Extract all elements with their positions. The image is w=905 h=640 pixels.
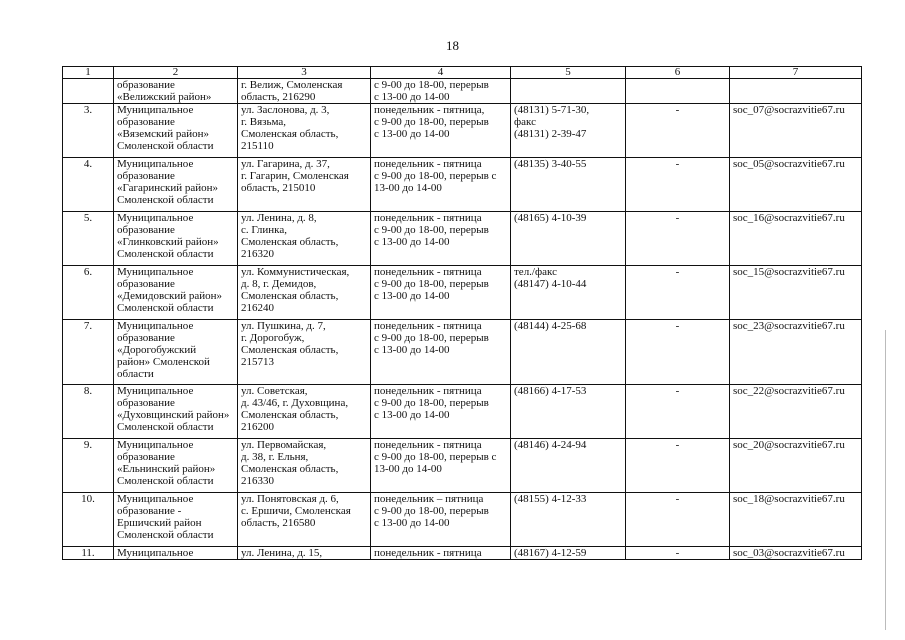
row-number: 3. bbox=[63, 104, 114, 158]
working-hours bbox=[371, 104, 511, 158]
address-line: ул. Ленина, д. 8, bbox=[241, 212, 317, 224]
municipality-name-line: образование bbox=[117, 116, 175, 128]
row-number: 7. bbox=[63, 320, 114, 385]
municipality-name-line: Смоленской области bbox=[117, 421, 214, 433]
phone bbox=[511, 158, 626, 212]
column-number: 1 bbox=[63, 67, 114, 79]
address-line: 216320 bbox=[241, 248, 274, 260]
municipality-name-line: Муниципальное bbox=[117, 104, 194, 116]
row-number: 8. bbox=[63, 385, 114, 439]
working-hours bbox=[371, 493, 511, 547]
phone-line: факс bbox=[514, 116, 536, 128]
address-line: Смоленская область, bbox=[241, 463, 339, 475]
municipality-name-line: образование bbox=[117, 224, 175, 236]
address-line: ул. Ленина, д. 15, bbox=[241, 547, 323, 559]
address-line: г. Дорогобуж, bbox=[241, 332, 305, 344]
phone bbox=[511, 104, 626, 158]
fax-value: - bbox=[626, 266, 730, 320]
row-number: 10. bbox=[63, 493, 114, 547]
page-number: 18 bbox=[446, 38, 459, 53]
email-address: soc_23@socrazvitie67.ru bbox=[730, 320, 862, 385]
row-number: 9. bbox=[63, 439, 114, 493]
column-number: 4 bbox=[371, 67, 511, 79]
municipality-name bbox=[114, 79, 238, 104]
municipality-name-line: Муниципальное bbox=[117, 158, 194, 170]
municipality-name-line: Смоленской области bbox=[117, 140, 214, 152]
phone-line: (48131) 5-71-30, bbox=[514, 104, 590, 116]
working-hours-line: с 13-00 до 14-00 bbox=[374, 236, 450, 248]
municipality-name-line: Муниципальное bbox=[117, 385, 194, 397]
municipality-name-line: «Гагаринский район» bbox=[117, 182, 219, 194]
working-hours-line: понедельник - пятница, bbox=[374, 104, 485, 116]
address bbox=[238, 547, 371, 560]
column-number: 3 bbox=[238, 67, 371, 79]
address-line: д. 43/46, г. Духовщина, bbox=[241, 397, 349, 409]
phone bbox=[511, 493, 626, 547]
working-hours-line: с 9-00 до 18-00, перерыв с bbox=[374, 170, 497, 182]
contacts-table bbox=[62, 66, 862, 560]
scan-edge-line bbox=[885, 330, 886, 630]
municipality-name-line: «Дорогобужский bbox=[117, 344, 197, 356]
email-address: soc_20@socrazvitie67.ru bbox=[730, 439, 862, 493]
phone-line: (48146) 4-24-94 bbox=[514, 439, 587, 451]
phone bbox=[511, 79, 626, 104]
municipality-name-line: Смоленской области bbox=[117, 302, 214, 314]
table-row bbox=[63, 320, 862, 385]
address-line: 216240 bbox=[241, 302, 274, 314]
working-hours-line: понедельник - пятница bbox=[374, 439, 482, 451]
fax-value: - bbox=[626, 439, 730, 493]
table-row bbox=[63, 158, 862, 212]
address-line: 216200 bbox=[241, 421, 274, 433]
table-row bbox=[63, 385, 862, 439]
working-hours-line: понедельник - пятница bbox=[374, 266, 482, 278]
phone bbox=[511, 320, 626, 385]
working-hours-line: с 9-00 до 18-00, перерыв bbox=[374, 332, 489, 344]
row-number bbox=[63, 79, 114, 104]
fax-value: - bbox=[626, 493, 730, 547]
municipality-name-line: «Демидовский район» bbox=[117, 290, 222, 302]
address-line: г. Гагарин, Смоленская bbox=[241, 170, 349, 182]
working-hours bbox=[371, 158, 511, 212]
email-address: soc_07@socrazvitie67.ru bbox=[730, 104, 862, 158]
working-hours-line: понедельник - пятница bbox=[374, 385, 482, 397]
working-hours-line: с 9-00 до 18-00, перерыв bbox=[374, 397, 489, 409]
working-hours-line: с 9-00 до 18-00, перерыв с bbox=[374, 451, 497, 463]
phone-line: (48167) 4-12-59 bbox=[514, 547, 587, 559]
working-hours bbox=[371, 547, 511, 560]
municipality-name-line: Муниципальное bbox=[117, 212, 194, 224]
municipality-name bbox=[114, 266, 238, 320]
municipality-name-line: образование bbox=[117, 332, 175, 344]
table-row bbox=[63, 547, 862, 560]
municipality-name-line: «Ельнинский район» bbox=[117, 463, 216, 475]
municipality-name-line: Муниципальное bbox=[117, 547, 194, 559]
address-line: Смоленская область, bbox=[241, 409, 339, 421]
address-line: ул. Гагарина, д. 37, bbox=[241, 158, 330, 170]
address bbox=[238, 266, 371, 320]
address-line: с. Глинка, bbox=[241, 224, 287, 236]
municipality-name-line: «Велижский район» bbox=[117, 91, 212, 103]
address-line: 215110 bbox=[241, 140, 274, 152]
working-hours-line: с 9-00 до 18-00, перерыв bbox=[374, 79, 489, 91]
address-line: область, 216290 bbox=[241, 91, 316, 103]
fax-value: - bbox=[626, 320, 730, 385]
row-number: 11. bbox=[63, 547, 114, 560]
address-line: д. 38, г. Ельня, bbox=[241, 451, 309, 463]
fax-value bbox=[626, 79, 730, 104]
fax-value: - bbox=[626, 104, 730, 158]
address bbox=[238, 158, 371, 212]
working-hours-line: с 13-00 до 14-00 bbox=[374, 517, 450, 529]
working-hours bbox=[371, 439, 511, 493]
phone-line: (48131) 2-39-47 bbox=[514, 128, 587, 140]
email-address: soc_22@socrazvitie67.ru bbox=[730, 385, 862, 439]
address-line: Смоленская область, bbox=[241, 236, 339, 248]
address bbox=[238, 320, 371, 385]
phone bbox=[511, 212, 626, 266]
municipality-name-line: «Глинковский район» bbox=[117, 236, 219, 248]
table-row bbox=[63, 212, 862, 266]
email-address: soc_15@socrazvitie67.ru bbox=[730, 266, 862, 320]
municipality-name bbox=[114, 439, 238, 493]
address-line: Смоленская область, bbox=[241, 290, 339, 302]
address-line: ул. Коммунистическая, bbox=[241, 266, 350, 278]
address-line: ул. Заслонова, д. 3, bbox=[241, 104, 330, 116]
working-hours bbox=[371, 212, 511, 266]
address bbox=[238, 439, 371, 493]
municipality-name bbox=[114, 158, 238, 212]
working-hours-line: 13-00 до 14-00 bbox=[374, 463, 442, 475]
fax-value: - bbox=[626, 212, 730, 266]
table-row bbox=[63, 104, 862, 158]
row-number: 4. bbox=[63, 158, 114, 212]
table-row bbox=[63, 79, 862, 104]
municipality-name-line: образование - bbox=[117, 505, 182, 517]
address bbox=[238, 493, 371, 547]
working-hours-line: с 13-00 до 14-00 bbox=[374, 290, 450, 302]
fax-value: - bbox=[626, 547, 730, 560]
municipality-name-line: образование bbox=[117, 278, 175, 290]
municipality-name-line: Смоленской области bbox=[117, 529, 214, 541]
working-hours bbox=[371, 266, 511, 320]
working-hours bbox=[371, 385, 511, 439]
address bbox=[238, 385, 371, 439]
address-line: ул. Понятовская д. 6, bbox=[241, 493, 339, 505]
phone-line: (48135) 3-40-55 bbox=[514, 158, 587, 170]
address bbox=[238, 79, 371, 104]
email-address: soc_03@socrazvitie67.ru bbox=[730, 547, 862, 560]
municipality-name-line: «Вяземский район» bbox=[117, 128, 209, 140]
municipality-name-line: Смоленской области bbox=[117, 248, 214, 260]
municipality-name-line: Муниципальное bbox=[117, 439, 194, 451]
email-address: soc_18@socrazvitie67.ru bbox=[730, 493, 862, 547]
municipality-name bbox=[114, 104, 238, 158]
working-hours-line: с 9-00 до 18-00, перерыв bbox=[374, 505, 489, 517]
fax-value: - bbox=[626, 158, 730, 212]
municipality-name-line: «Духовщинский район» bbox=[117, 409, 230, 421]
phone-line: (48166) 4-17-53 bbox=[514, 385, 587, 397]
phone bbox=[511, 547, 626, 560]
municipality-name-line: Муниципальное bbox=[117, 320, 194, 332]
municipality-name bbox=[114, 212, 238, 266]
phone-line: (48147) 4-10-44 bbox=[514, 278, 587, 290]
municipality-name-line: район» Смоленской bbox=[117, 356, 210, 368]
municipality-name-line: Смоленской области bbox=[117, 475, 214, 487]
address-line: 215713 bbox=[241, 356, 274, 368]
column-number-row bbox=[63, 67, 862, 79]
address-line: область, 215010 bbox=[241, 182, 316, 194]
working-hours-line: с 13-00 до 14-00 bbox=[374, 409, 450, 421]
email-address: soc_05@socrazvitie67.ru bbox=[730, 158, 862, 212]
working-hours bbox=[371, 79, 511, 104]
working-hours-line: понедельник – пятница bbox=[374, 493, 484, 505]
address-line: область, 216580 bbox=[241, 517, 316, 529]
working-hours-line: с 9-00 до 18-00, перерыв bbox=[374, 224, 489, 236]
row-number: 5. bbox=[63, 212, 114, 266]
municipality-name bbox=[114, 320, 238, 385]
address-line: ул. Первомайская, bbox=[241, 439, 327, 451]
municipality-name-line: образование bbox=[117, 397, 175, 409]
working-hours-line: понедельник - пятница bbox=[374, 320, 482, 332]
address-line: ул. Советская, bbox=[241, 385, 308, 397]
address-line: с. Ершичи, Смоленская bbox=[241, 505, 351, 517]
phone-line: (48165) 4-10-39 bbox=[514, 212, 587, 224]
column-number: 5 bbox=[511, 67, 626, 79]
municipality-name-line: Смоленской области bbox=[117, 194, 214, 206]
column-number: 2 bbox=[114, 67, 238, 79]
working-hours-line: с 13-00 до 14-00 bbox=[374, 128, 450, 140]
working-hours-line: с 13-00 до 14-00 bbox=[374, 91, 450, 103]
municipality-name-line: образование bbox=[117, 79, 175, 91]
working-hours-line: с 9-00 до 18-00, перерыв bbox=[374, 116, 489, 128]
address-line: д. 8, г. Демидов, bbox=[241, 278, 317, 290]
phone bbox=[511, 266, 626, 320]
address-line: Смоленская область, bbox=[241, 128, 339, 140]
table-row bbox=[63, 439, 862, 493]
working-hours-line: понедельник - пятница bbox=[374, 212, 482, 224]
address bbox=[238, 212, 371, 266]
row-number: 6. bbox=[63, 266, 114, 320]
email-address: soc_16@socrazvitie67.ru bbox=[730, 212, 862, 266]
column-number: 7 bbox=[730, 67, 862, 79]
email-address bbox=[730, 79, 862, 104]
municipality-name-line: Ершичский район bbox=[117, 517, 202, 529]
working-hours-line: с 9-00 до 18-00, перерыв bbox=[374, 278, 489, 290]
municipality-name-line: Муниципальное bbox=[117, 266, 194, 278]
column-number: 6 bbox=[626, 67, 730, 79]
municipality-name-line: образование bbox=[117, 170, 175, 182]
phone-line: (48144) 4-25-68 bbox=[514, 320, 587, 332]
municipality-name-line: образование bbox=[117, 451, 175, 463]
phone-line: тел./факс bbox=[514, 266, 557, 278]
working-hours-line: 13-00 до 14-00 bbox=[374, 182, 442, 194]
address-line: г. Велиж, Смоленская bbox=[241, 79, 343, 91]
working-hours-line: с 13-00 до 14-00 bbox=[374, 344, 450, 356]
phone bbox=[511, 439, 626, 493]
working-hours-line: понедельник - пятница bbox=[374, 158, 482, 170]
municipality-name bbox=[114, 493, 238, 547]
phone bbox=[511, 385, 626, 439]
phone-line: (48155) 4-12-33 bbox=[514, 493, 587, 505]
table-row bbox=[63, 266, 862, 320]
address-line: ул. Пушкина, д. 7, bbox=[241, 320, 326, 332]
municipality-name-line: области bbox=[117, 368, 154, 380]
address-line: г. Вязьма, bbox=[241, 116, 287, 128]
address bbox=[238, 104, 371, 158]
fax-value: - bbox=[626, 385, 730, 439]
working-hours bbox=[371, 320, 511, 385]
municipality-name bbox=[114, 385, 238, 439]
municipality-name-line: Муниципальное bbox=[117, 493, 194, 505]
working-hours-line: понедельник - пятница bbox=[374, 547, 482, 559]
table-row bbox=[63, 493, 862, 547]
address-line: Смоленская область, bbox=[241, 344, 339, 356]
address-line: 216330 bbox=[241, 475, 274, 487]
municipality-name bbox=[114, 547, 238, 560]
